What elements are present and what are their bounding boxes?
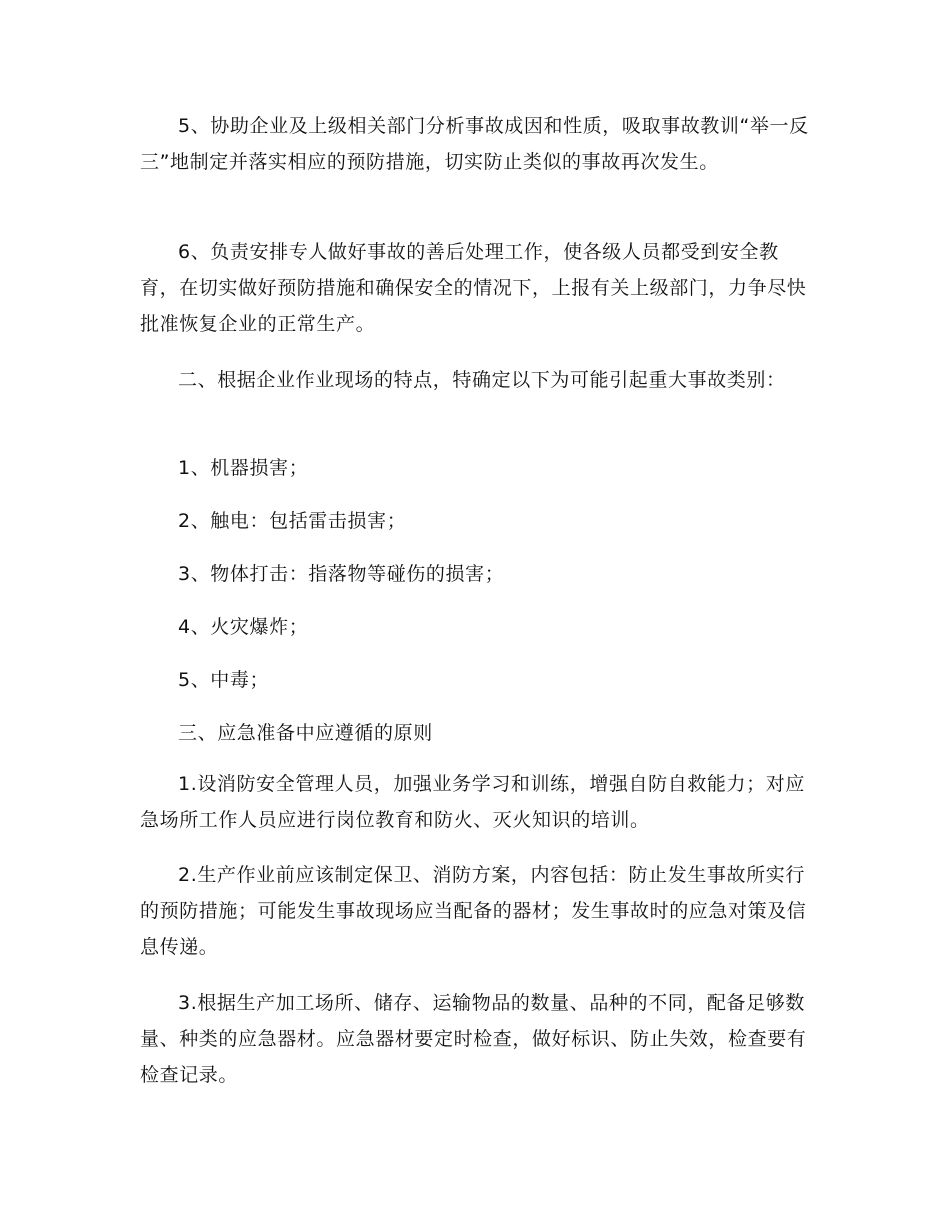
principle-fire-safety-management: 1.设消防安全管理人员，加强业务学习和训练，增强自防自救能力；对应急场所工作人员应进行岗位教育和防火、灭火知识的培训。 bbox=[140, 773, 805, 831]
list-item-poisoning: 5、中毒； bbox=[178, 669, 270, 691]
paragraph-aftermath-handling: 6、负责安排专人做好事故的善后处理工作，使各级人员都受到安全教育，在切实做好预防措施和确保安全的情况下，上报有关上级部门，力争尽快批准恢复企业的正常生产。 bbox=[140, 241, 807, 335]
section-heading-emergency-principles: 三、应急准备中应遵循的原则 bbox=[178, 722, 433, 744]
list-item-object-strike: 3、物体打击：指落物等碰伤的损害； bbox=[178, 563, 505, 585]
list-item-machine-injury: 1、机器损害； bbox=[178, 457, 309, 479]
list-item-electric-shock: 2、触电：包括雷击损害； bbox=[178, 510, 407, 532]
principle-emergency-equipment: 3.根据生产加工场所、储存、运输物品的数量、品种的不同，配备足够数量、种类的应急器材。应急器材要定时检查，做好标识、防止失效，检查要有检查记录。 bbox=[140, 992, 807, 1086]
list-item-fire-explosion: 4、火灾爆炸； bbox=[178, 616, 309, 638]
paragraph-accident-analysis: 5、协助企业及上级相关部门分析事故成因和性质，吸取事故教训“举一反三”地制定并落实相应的预防措施，切实防止类似的事故再次发生。 bbox=[140, 115, 809, 173]
section-heading-major-accident-types: 二、根据企业作业现场的特点，特确定以下为可能引起重大事故类别： bbox=[178, 369, 786, 391]
principle-security-fire-plan: 2.生产作业前应该制定保卫、消防方案，内容包括：防止发生事故所实行的预防措施；可能发生事故现场应当配备的器材；发生事故时的应急对策及信息传递。 bbox=[140, 864, 807, 958]
